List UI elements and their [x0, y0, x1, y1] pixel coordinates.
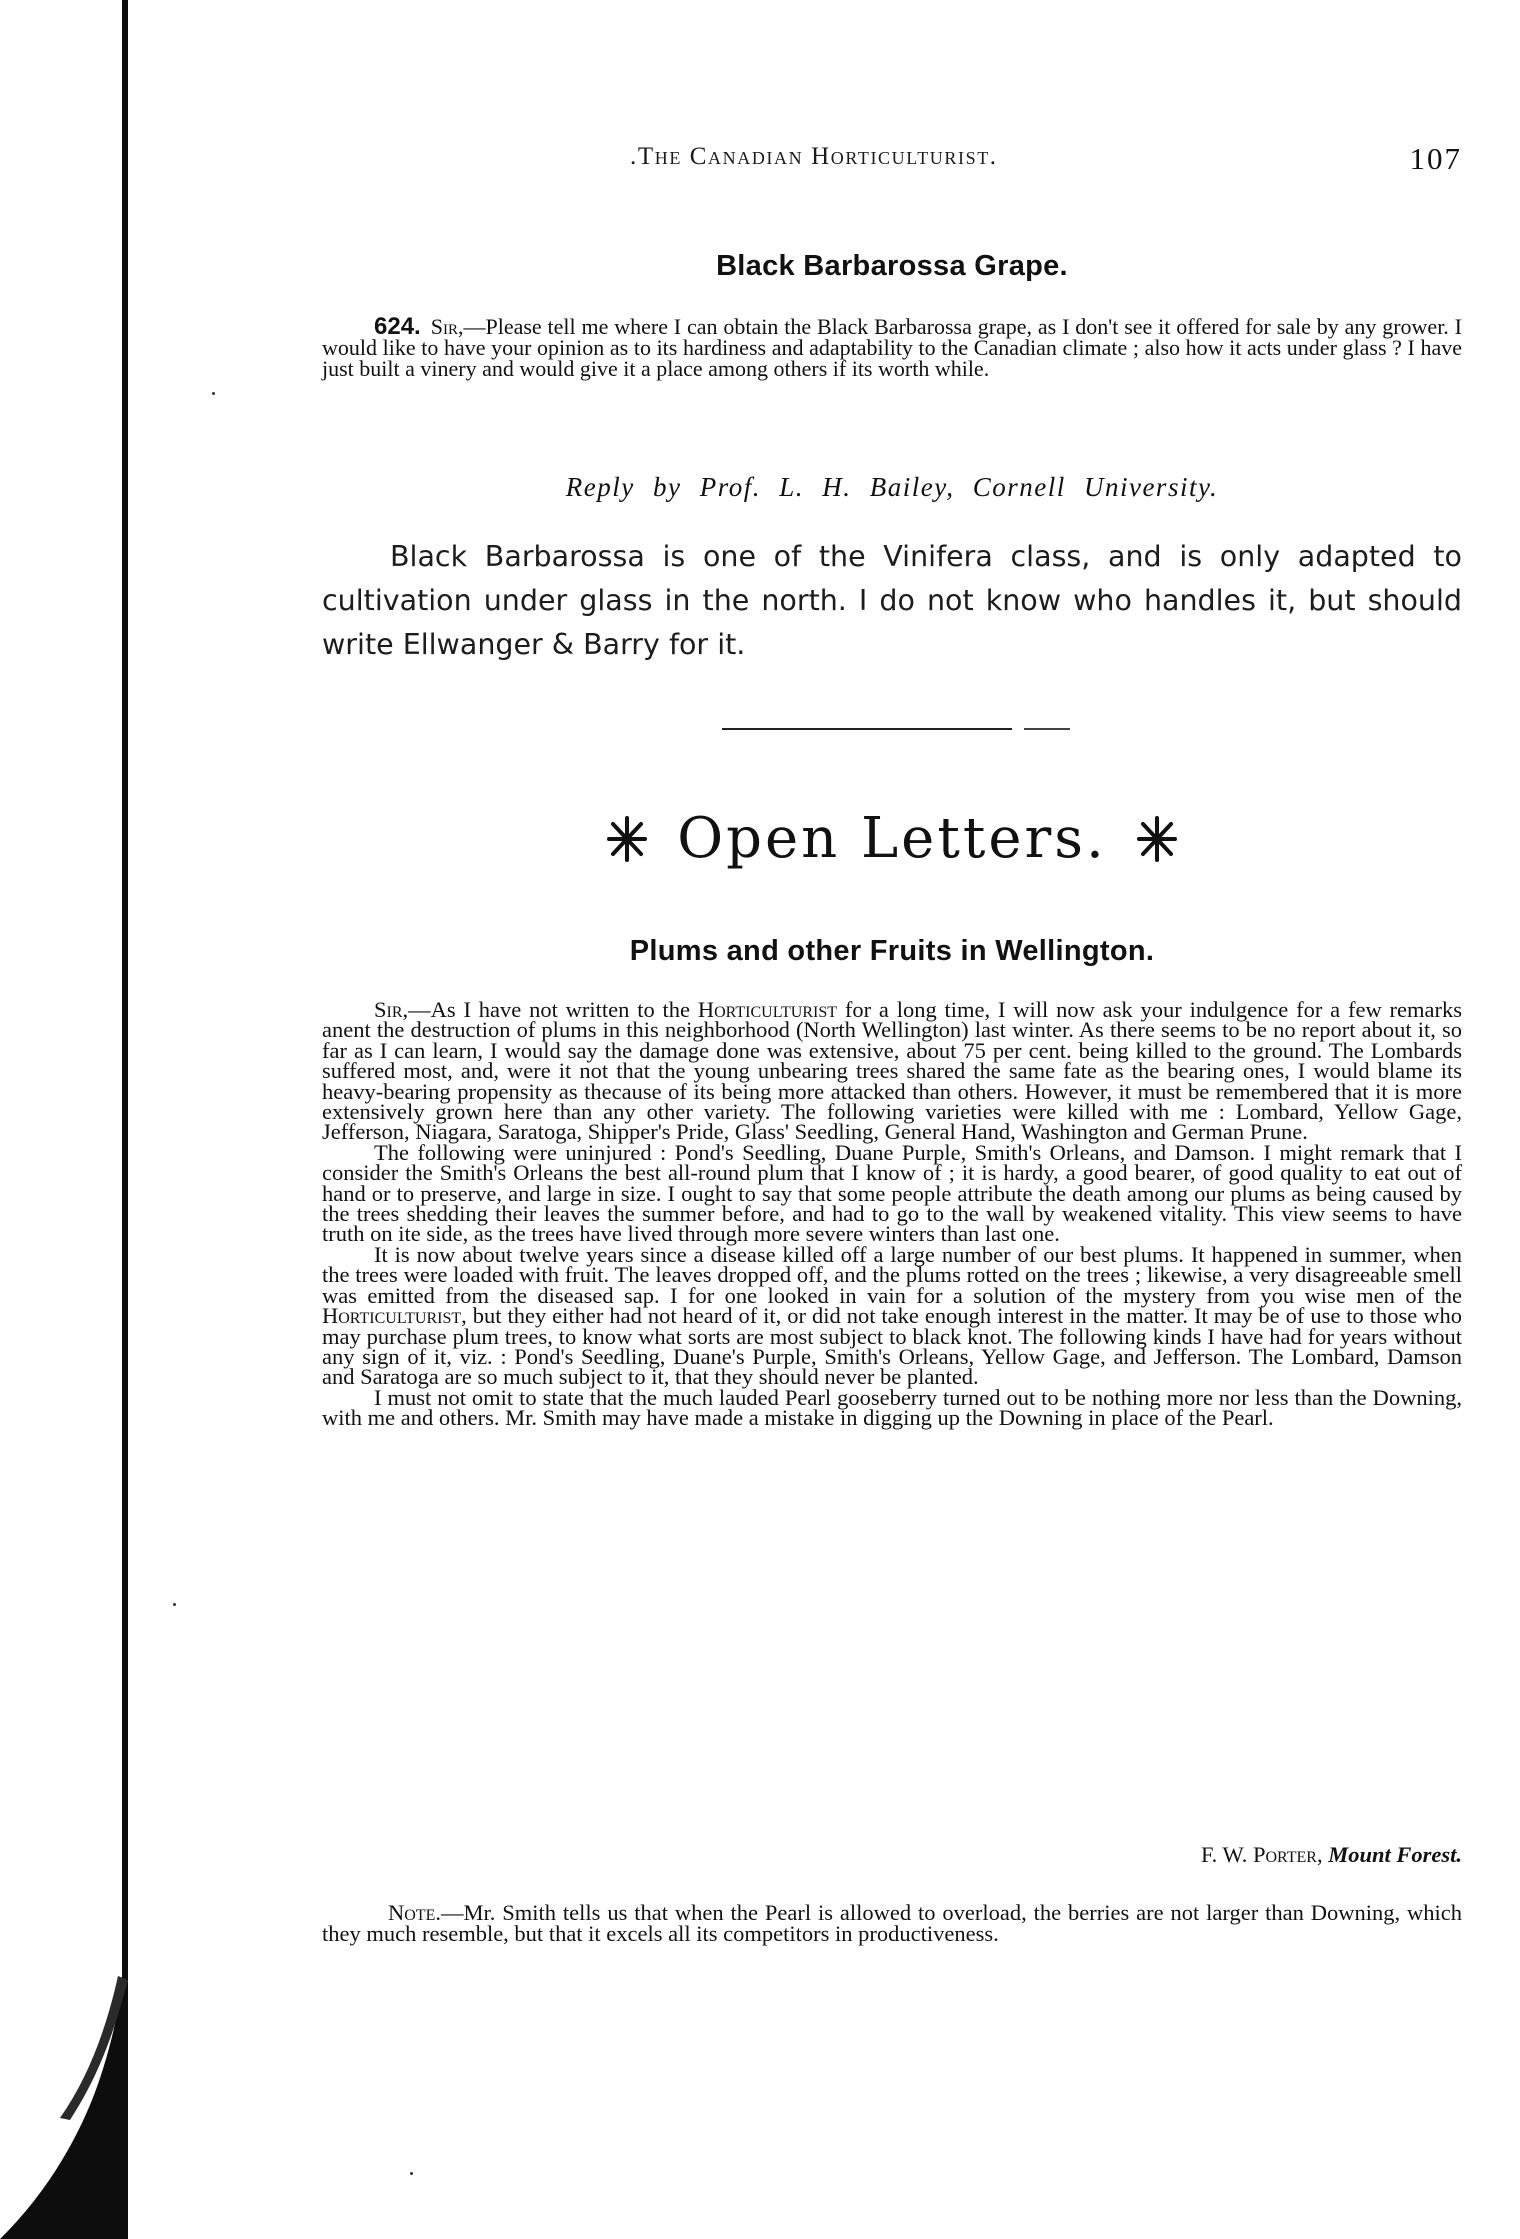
query-heading: Black Barbarossa Grape.: [716, 250, 1068, 282]
note-text: —Mr. Smith tells us that when the Pearl is allowed to overload, the berries are not larger than Downing, which they much resemble, but that it excels all its competitors in productiveness.: [322, 1900, 1462, 1946]
letter-heading: Plums and other Fruits in Wellington.: [629, 935, 1155, 967]
section-divider: [722, 728, 1072, 731]
letter-paragraph: I must not omit to state that the much lauded Pearl gooseberry turned out to be nothing more nor less than the Downing, with me and others. Mr. Smith may have made a mistake in digging up the Downing in place of the Pearl.: [322, 1384, 1462, 1431]
page-number: 107: [1409, 141, 1462, 176]
signature-name: F. W. Porter,: [1200, 1842, 1323, 1867]
letter-body: [322, 997, 1462, 1431]
scan-speck: [173, 1603, 176, 1606]
asterisk-ornament-icon: [1136, 815, 1178, 863]
editor-note: [322, 1902, 1462, 1944]
letter-text: , but they either had not heard of it, or did not take enough interest in the matter. It may be of use to those who may purchase plum trees, to know what sorts are most subject to black knot. The following kinds I have had for years without any sign of it, viz. : Pond's Seedling, Duane's Purple, Smith's Orleans, Yellow Gage, and Jefferson. The Lombard, Damson and Saratoga are so much subject to it, that they should never be planted.: [322, 1303, 1462, 1390]
query-number: 624.: [374, 313, 421, 340]
signature-place: Mount Forest.: [1328, 1842, 1462, 1867]
letter-text: It is now about twelve years since a disease killed off a large number of our best plums. It happened in summer, when the trees were loaded with fruit. The leaves dropped off, and the plums rotted on the trees ; likewise, a very disagreeable smell was emitted from the diseased sap. I for one looked in vain for a solution of the mystery from you wise men of the: [322, 1241, 1462, 1308]
divider-rule-tail: [1024, 728, 1070, 730]
letter-signature: [322, 1842, 1462, 1868]
reply-paragraph: Black Barbarossa is one of the Vinifera class, and is only adapted to cultivation under glass in the north. I do not know who handles it, but should write Ellwanger & Barry for it.: [322, 540, 1462, 661]
asterisk-ornament-icon: [606, 815, 648, 863]
divider-rule: [722, 728, 1012, 730]
letter-text: —As I have not written to the: [408, 997, 698, 1022]
letter-paragraph: [322, 997, 1462, 1145]
page: [322, 0, 1462, 2239]
open-letters-title: Open Letters.: [677, 806, 1107, 871]
scan-speck: [212, 392, 215, 395]
open-letters-banner: [322, 806, 1462, 896]
note-label: Note.: [388, 1900, 441, 1925]
journal-name: Horticulturist: [697, 997, 838, 1022]
query-paragraph: [322, 313, 1462, 381]
reply-attribution: Reply by Prof. L. H. Bailey, Cornell University.: [565, 472, 1219, 502]
running-title: .The Canadian Horticulturist.: [630, 143, 998, 170]
query-body: —Please tell me where I can obtain the Black Barbarossa grape, as I don't see it offered for sale by any grower. I would like to have your opinion as to its hardiness and adaptability to the Canadian climate ; also how it acts under glass ? I have just built a vinery and would give it a place among others if its worth while.: [322, 314, 1462, 381]
journal-name: Horticulturist: [322, 1303, 462, 1329]
running-head: [322, 143, 1462, 183]
query-salutation: Sir,: [430, 314, 464, 339]
letter-paragraph: [322, 1241, 1462, 1390]
letter-salutation: Sir,: [374, 997, 409, 1022]
letter-text: for a long time, I will now ask your indulgence for a few remarks anent the destruction of plums in this neighborhood (North Wellington) last winter. As there seems to be no report about it, so far as I can learn, I would say the damage done was extensive, about 75 per cent. being killed to the ground. The Lombards suffered most, and, were it not that the young unbearing trees shared the same fate as the bearing ones, I would blame its heavy-bearing propensity as thecause of its being more attacked than others. However, it must be remembered that it is more extensively grown here than any other variety. The following varieties were killed with me : Lombard, Yellow Gage, Jefferson, Niagara, Saratoga, Shipper's Pride, Glass' Seedling, General Hand, Washington and German Prune.: [322, 997, 1462, 1145]
page-binding-edge: [0, 0, 128, 2239]
letter-paragraph: The following were uninjured : Pond's Seedling, Duane Purple, Smith's Orleans, and Damson. I might remark that I consider the Smith's Orleans the best all-round plum that I know of ; it is hardy, a good bearer, of good quality to eat out of hand or to preserve, and large in size. I ought to say that some people attribute the death among our plums as being caused by the trees shedding their leaves the summer before, and had to go to the wall by weakened vitality. This view seems to have truth on ite side, as the trees have lived through more severe winters than last one.: [322, 1139, 1462, 1247]
